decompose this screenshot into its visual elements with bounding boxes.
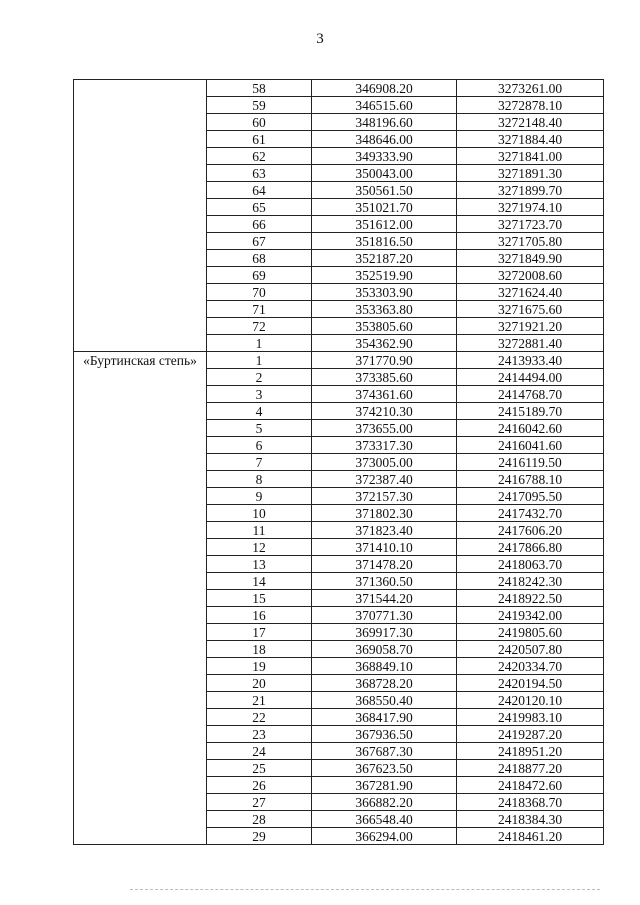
y-coordinate-cell: 2418472.60 (457, 777, 604, 794)
y-coordinate-cell: 2415189.70 (457, 403, 604, 420)
point-number-cell: 11 (207, 522, 312, 539)
x-coordinate-cell: 349333.90 (312, 148, 457, 165)
point-number-cell: 3 (207, 386, 312, 403)
x-coordinate-cell: 371410.10 (312, 539, 457, 556)
y-coordinate-cell: 2418877.20 (457, 760, 604, 777)
x-coordinate-cell: 368550.40 (312, 692, 457, 709)
area-name-cell (74, 352, 207, 845)
point-number-cell: 68 (207, 250, 312, 267)
area-name (74, 80, 206, 81)
point-number-cell: 17 (207, 624, 312, 641)
point-number-cell: 29 (207, 828, 312, 845)
point-number-cell: 2 (207, 369, 312, 386)
y-coordinate-cell: 2418063.70 (457, 556, 604, 573)
point-number-cell: 64 (207, 182, 312, 199)
point-number-cell: 14 (207, 573, 312, 590)
x-coordinate-cell: 373005.00 (312, 454, 457, 471)
x-coordinate-cell: 372157.30 (312, 488, 457, 505)
y-coordinate-cell: 3271624.40 (457, 284, 604, 301)
x-coordinate-cell: 369058.70 (312, 641, 457, 658)
y-coordinate-cell: 2418951.20 (457, 743, 604, 760)
x-coordinate-cell: 366294.00 (312, 828, 457, 845)
point-number-cell: 20 (207, 675, 312, 692)
point-number-cell: 6 (207, 437, 312, 454)
x-coordinate-cell: 367623.50 (312, 760, 457, 777)
x-coordinate-cell: 346515.60 (312, 97, 457, 114)
x-coordinate-cell: 374361.60 (312, 386, 457, 403)
y-coordinate-cell: 3272881.40 (457, 335, 604, 352)
point-number-cell: 4 (207, 403, 312, 420)
point-number-cell: 61 (207, 131, 312, 148)
point-number-cell: 15 (207, 590, 312, 607)
point-number-cell: 25 (207, 760, 312, 777)
x-coordinate-cell: 353805.60 (312, 318, 457, 335)
x-coordinate-cell: 369917.30 (312, 624, 457, 641)
point-number-cell: 66 (207, 216, 312, 233)
point-number-cell: 63 (207, 165, 312, 182)
x-coordinate-cell: 367281.90 (312, 777, 457, 794)
point-number-cell: 67 (207, 233, 312, 250)
point-number-cell: 8 (207, 471, 312, 488)
point-number-cell: 60 (207, 114, 312, 131)
x-coordinate-cell: 350561.50 (312, 182, 457, 199)
x-coordinate-cell: 372387.40 (312, 471, 457, 488)
point-number-cell: 28 (207, 811, 312, 828)
point-number-cell: 7 (207, 454, 312, 471)
point-number-cell: 13 (207, 556, 312, 573)
y-coordinate-cell: 2414768.70 (457, 386, 604, 403)
point-number-cell: 72 (207, 318, 312, 335)
point-number-cell: 24 (207, 743, 312, 760)
point-number-cell: 1 (207, 352, 312, 369)
table-row (74, 80, 604, 97)
point-number-cell: 65 (207, 199, 312, 216)
x-coordinate-cell: 374210.30 (312, 403, 457, 420)
y-coordinate-cell: 2417095.50 (457, 488, 604, 505)
x-coordinate-cell: 373655.00 (312, 420, 457, 437)
x-coordinate-cell: 351021.70 (312, 199, 457, 216)
point-number-cell: 69 (207, 267, 312, 284)
point-number-cell: 58 (207, 80, 312, 97)
x-coordinate-cell: 371360.50 (312, 573, 457, 590)
x-coordinate-cell: 353363.80 (312, 301, 457, 318)
x-coordinate-cell: 371823.40 (312, 522, 457, 539)
y-coordinate-cell: 2420194.50 (457, 675, 604, 692)
y-coordinate-cell: 3272148.40 (457, 114, 604, 131)
y-coordinate-cell: 3271675.60 (457, 301, 604, 318)
x-coordinate-cell: 352187.20 (312, 250, 457, 267)
area-name-cell (74, 80, 207, 352)
x-coordinate-cell: 348196.60 (312, 114, 457, 131)
y-coordinate-cell: 3271974.10 (457, 199, 604, 216)
x-coordinate-cell: 353303.90 (312, 284, 457, 301)
point-number-cell: 21 (207, 692, 312, 709)
y-coordinate-cell: 3272878.10 (457, 97, 604, 114)
y-coordinate-cell: 2418461.20 (457, 828, 604, 845)
coordinates-table-body (74, 80, 604, 845)
area-name: «Буртинская степь» (83, 353, 197, 368)
point-number-cell: 71 (207, 301, 312, 318)
point-number-cell: 26 (207, 777, 312, 794)
point-number-cell: 12 (207, 539, 312, 556)
y-coordinate-cell: 2416788.10 (457, 471, 604, 488)
y-coordinate-cell: 2417606.20 (457, 522, 604, 539)
point-number-cell: 70 (207, 284, 312, 301)
y-coordinate-cell: 2416041.60 (457, 437, 604, 454)
x-coordinate-cell: 352519.90 (312, 267, 457, 284)
y-coordinate-cell: 2417866.80 (457, 539, 604, 556)
y-coordinate-cell: 2413933.40 (457, 352, 604, 369)
point-number-cell: 62 (207, 148, 312, 165)
y-coordinate-cell: 2418368.70 (457, 794, 604, 811)
y-coordinate-cell: 2419805.60 (457, 624, 604, 641)
point-number-cell: 9 (207, 488, 312, 505)
point-number-cell: 10 (207, 505, 312, 522)
point-number-cell: 59 (207, 97, 312, 114)
y-coordinate-cell: 2419983.10 (457, 709, 604, 726)
point-number-cell: 22 (207, 709, 312, 726)
x-coordinate-cell: 348646.00 (312, 131, 457, 148)
point-number-cell: 27 (207, 794, 312, 811)
y-coordinate-cell: 2416119.50 (457, 454, 604, 471)
x-coordinate-cell: 371770.90 (312, 352, 457, 369)
y-coordinate-cell: 2418384.30 (457, 811, 604, 828)
y-coordinate-cell: 2419342.00 (457, 607, 604, 624)
x-coordinate-cell: 350043.00 (312, 165, 457, 182)
x-coordinate-cell: 370771.30 (312, 607, 457, 624)
x-coordinate-cell: 351816.50 (312, 233, 457, 250)
x-coordinate-cell: 371802.30 (312, 505, 457, 522)
y-coordinate-cell: 2420334.70 (457, 658, 604, 675)
y-coordinate-cell: 3271891.30 (457, 165, 604, 182)
x-coordinate-cell: 368728.20 (312, 675, 457, 692)
table-row (74, 352, 604, 369)
point-number-cell: 1 (207, 335, 312, 352)
y-coordinate-cell: 3272008.60 (457, 267, 604, 284)
y-coordinate-cell: 3271884.40 (457, 131, 604, 148)
x-coordinate-cell: 368417.90 (312, 709, 457, 726)
y-coordinate-cell: 2419287.20 (457, 726, 604, 743)
point-number-cell: 19 (207, 658, 312, 675)
x-coordinate-cell: 351612.00 (312, 216, 457, 233)
point-number-cell: 16 (207, 607, 312, 624)
x-coordinate-cell: 367687.30 (312, 743, 457, 760)
y-coordinate-cell: 2420120.10 (457, 692, 604, 709)
y-coordinate-cell: 2417432.70 (457, 505, 604, 522)
x-coordinate-cell: 371544.20 (312, 590, 457, 607)
x-coordinate-cell: 373385.60 (312, 369, 457, 386)
y-coordinate-cell: 3271723.70 (457, 216, 604, 233)
coordinates-table (73, 79, 604, 845)
y-coordinate-cell: 3271899.70 (457, 182, 604, 199)
y-coordinate-cell: 3271841.00 (457, 148, 604, 165)
point-number-cell: 18 (207, 641, 312, 658)
x-coordinate-cell: 346908.20 (312, 80, 457, 97)
y-coordinate-cell: 2418922.50 (457, 590, 604, 607)
x-coordinate-cell: 368849.10 (312, 658, 457, 675)
page-number: 3 (316, 31, 324, 47)
y-coordinate-cell: 2418242.30 (457, 573, 604, 590)
x-coordinate-cell: 371478.20 (312, 556, 457, 573)
y-coordinate-cell: 3271921.20 (457, 318, 604, 335)
y-coordinate-cell: 2420507.80 (457, 641, 604, 658)
y-coordinate-cell: 3273261.00 (457, 80, 604, 97)
y-coordinate-cell: 2414494.00 (457, 369, 604, 386)
x-coordinate-cell: 367936.50 (312, 726, 457, 743)
x-coordinate-cell: 354362.90 (312, 335, 457, 352)
y-coordinate-cell: 2416042.60 (457, 420, 604, 437)
point-number-cell: 23 (207, 726, 312, 743)
x-coordinate-cell: 366548.40 (312, 811, 457, 828)
x-coordinate-cell: 366882.20 (312, 794, 457, 811)
point-number-cell: 5 (207, 420, 312, 437)
y-coordinate-cell: 3271849.90 (457, 250, 604, 267)
y-coordinate-cell: 3271705.80 (457, 233, 604, 250)
x-coordinate-cell: 373317.30 (312, 437, 457, 454)
page-bottom-divider (130, 889, 600, 890)
